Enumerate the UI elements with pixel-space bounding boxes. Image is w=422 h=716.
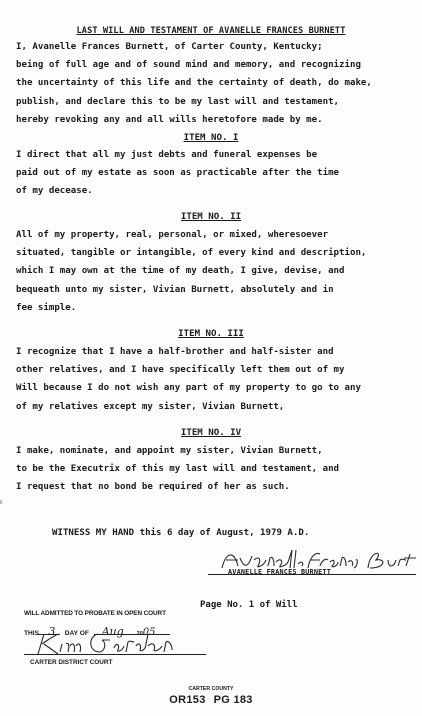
probate-year-value: 05 [142,627,156,638]
court-label: CARTER DISTRICT COURT [30,659,113,666]
testator-signature-block [208,550,418,590]
signer-name: AVANELLE FRANCES BURNETT [228,568,332,576]
document-title: LAST WILL AND TESTAMENT OF AVANELLE FRANCES BURNETT [76,26,346,36]
book-page-reference [0,694,422,706]
page-reference: PG 183 [213,694,253,706]
book-number: OR153 [169,694,206,706]
item-heading-4: ITEM NO. IV [180,428,242,438]
probate-stamp [24,606,214,694]
probate-stamp-heading: WILL ADMITTED TO PROBATE IN OPEN COURT [24,610,166,617]
clerk-signature-line [24,654,206,655]
probate-year-prefix: 20 [136,631,143,637]
intro-paragraph: I, Avanelle Frances Burnett, of Carter County, Kentucky; being of full age and of sound mind and memory, and recognizing the uncertainty of this life and the certainty of death, do make, publish, and declare this to be my last will and testament, hereby revoking any and all wills heretofore made by me. [16,42,372,125]
probate-month-value: Aug [101,625,124,638]
scan-edge-mark [0,500,2,504]
item-heading-1: ITEM NO. I [183,133,239,143]
item-heading-3: ITEM NO. III [178,329,244,339]
probate-day-value: 3 [48,625,56,638]
item-text-3: I recognize that I have a half-brother and half-sister and other relatives, and I have specifically left them out of my Will because I do not wish any part of my property to go to any of my relatives except my sister, Vivian Burnett, [16,347,361,412]
item-text-1: I direct that all my just debts and funeral expenses be paid out of my estate as soon as practicable after the time of my decease. [16,150,340,197]
page-number: Page No. 1 of Will [200,600,298,610]
probate-this-label: THIS [24,630,40,637]
item-text-2: All of my property, real, personal, or mixed, wheresoever situated, tangible or intangible, of every kind and description, which I may own at the time of my death, I give, devise, and bequeath unto my sister, Vivian Burnett, absolutely and in fee simple. [16,230,367,313]
item-heading-2: ITEM NO. II [180,212,242,222]
county-label: CARTER COUNTY [188,686,234,692]
clerk-signature [24,630,210,656]
item-text-4: I make, nominate, and appoint my sister, Vivian Burnett, to be the Executrix of this my last will and testament, and I request that no bond be required of her as such. [16,446,340,493]
probate-day-of-label: DAY OF [64,630,89,637]
witness-line: WITNESS MY HAND this 6 day of August, 1979 A.D. [52,528,310,538]
